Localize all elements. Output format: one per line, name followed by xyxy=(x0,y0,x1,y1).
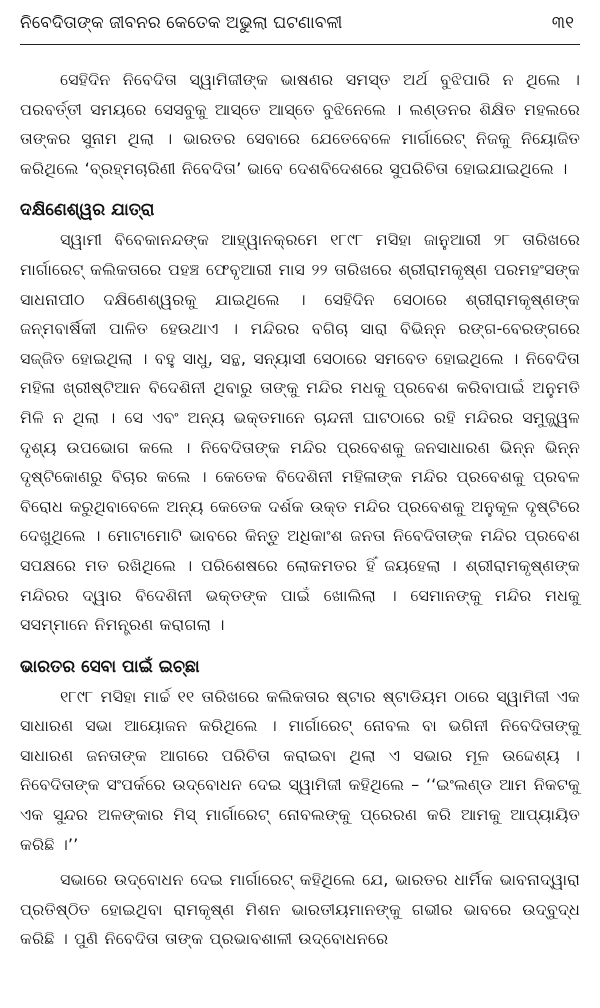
page-number: ୩୧ xyxy=(551,13,574,33)
paragraph-1: ସେହିଦିନ ନିବେଦିତା ସ୍ୱାମିଜୀଙ୍କ ଭାଷଣର ସମସ୍ତ ଅର୍ଥ ବୁଝିପାରି ନ ଥିଲେ । ପରବର୍ତ୍ତୀ ସମୟରେ ସେସବୁକୁ ଆସ୍ତେ ଆସ୍ତେ ବୁଝିନେଲେ । ଲଣ୍ଡନର ଶିକ୍ଷିତ ମହଲରେ ତାଙ୍କର ସୁନାମ ଥିଲା । ଭାରତର ସେବାରେ ଯେତେବେଳେ ମାର୍ଗାରେଟ୍ ନିଜକୁ ନିୟୋଜିତ କରିଥିଲେ ‘ବ୍ରହ୍ମଚାରିଣୀ ନିବେଦିତା’ ଭାବେ ଦେଶବିଦେଶରେ ସୁପରିଚିତା ହୋଇଯାଇଥିଲେ । xyxy=(20,70,580,178)
section-heading-service-to-india: ଭାରତର ସେବା ପାଇଁ ଇଚ୍ଛା xyxy=(20,656,200,677)
paragraph-4: ସଭାରେ ଉଦ୍‌ବୋଧନ ଦେଇ ମାର୍ଗାରେଟ୍ କହିଥିଲେ ଯେ, ଭାରତର ଧାର୍ମିକ ଭାବନାଦ୍ୱାରା ପ୍ରତିଷ୍ଠିତ ହୋଇଥିବା ରାମକୃଷ୍ଣ ମିଶନ ଭାରତୀୟମାନଙ୍କୁ ଗଭୀର ଭାବରେ ଉଦ୍‌ବୁଦ୍ଧ କରିଛି । ପୁଣି ନିବେଦିତା ତାଙ୍କ ପ୍ରଭାବଶାଳୀ ଉଦ୍‌ବୋଧନରେ xyxy=(20,870,580,949)
section-heading-dakshineswar: ଦକ୍ଷିଣେଶ୍ୱର ଯାତ୍ରା xyxy=(20,200,155,221)
running-header xyxy=(20,10,580,45)
paragraph-3: ୧୮୯୮ ମସିହା ମାର୍ଚ୍ଚ ୧୧ ତାରିଖରେ କଲିକତାର ଷ୍ଟାର ଷ୍ଟାଡିୟମ ଠାରେ ସ୍ୱାମିଜୀ ଏକ ସାଧାରଣ ସଭା ଆୟୋଜନ କରିଥିଲେ । ମାର୍ଗାରେଟ୍ ନୋବଲ ବା ଭଗିନୀ ନିବେଦିତାଙ୍କୁ ସାଧାରଣ ଜନତାଙ୍କ ଆଗରେ ପରିଚିତା କରାଇବା ଥିଲା ଏ ସଭାର ମୂଳ ଉଦ୍ଦେଶ୍ୟ । ନିବେଦିତାଙ୍କ ସଂପର୍କରେ ଉଦ୍‌ବୋଧନ ଦେଇ ସ୍ୱାମିଜୀ କହିଥିଲେ – ‘‘ଇଂଲଣ୍ଡ ଆମ ନିକଟକୁ ଏକ ସୁନ୍ଦର ଅଳଙ୍କାର ମିସ୍ ମାର୍ଗାରେଟ୍ ନୋବଲଙ୍କୁ ପ୍ରେରଣ କରି ଆମକୁ ଆପ୍ୟାୟିତ କରିଛି ।’’ xyxy=(20,686,580,854)
paragraph-2: ସ୍ୱାମୀ ବିବେକାନନ୍ଦଙ୍କ ଆହ୍ୱାନକ୍ରମେ ୧୮୯୮ ମସିହା ଜାନୁଆରୀ ୨୮ ତାରିଖରେ ମାର୍ଗାରେଟ୍ କଲିକତାରେ ପହଞ୍ଚ ଫେବୃଆରୀ ମାସ ୨୨ ତାରିଖରେ ଶ୍ରୀରାମକୃଷ୍ଣ ପରମହଂସଙ୍କ ସାଧନାପୀଠ ଦକ୍ଷିଣେଶ୍ୱରକୁ ଯାଇଥିଲେ । ସେହିଦିନ ସେଠାରେ ଶ୍ରୀରାମକୃଷ୍ଣଙ୍କ ଜନ୍ମବାର୍ଷିକୀ ପାଳିତ ହେଉଥାଏ । ମନ୍ଦିରର ବଗିଚା ସାରା ବିଭିନ୍ନ ରଙ୍ଗ-ବେରଙ୍ଗରେ ସଜ୍ଜିତ ହୋଇଥିଲା । ବହୁ ସାଧୁ, ସନ୍ଥ, ସନ୍ୟାସୀ ସେଠାରେ ସମବେତ ହୋଇଥିଲେ । ନିବେଦିତା ମହିଳା ଖ୍ରୀଷ୍ଟିଆନ ବିଦେଶିନୀ ଥିବାରୁ ତାଙ୍କୁ ମନ୍ଦିର ମଧକୁ ପ୍ରବେଶ କରିବାପାଇଁ ଅନୁମତି ମିଳି ନ ଥିଲା । ସେ ଏବଂ ଅନ୍ୟ ଭକ୍ତମାନେ ଚାନ୍ଦନୀ ଘାଟଠାରେ ରହି ମନ୍ଦିରର ସମୁଜ୍ଜ୍ୱଳ ଦୃଶ୍ୟ ଉପଭୋଗ କଲେ । ନିବେଦିତାଙ୍କ ମନ୍ଦିର ପ୍ରବେଶକୁ ଜନସାଧାରଣ ଭିନ୍ନ ଭିନ୍ନ ଦୃଷ୍ଟିକୋଣରୁ ବିଚାର କଲେ । କେତେକ ବିଦେଶିନୀ ମହିଳାଙ୍କ ମନ୍ଦିର ପ୍ରବେଶକୁ ପ୍ରବଳ ବିରୋଧ କରୁଥିବାବେଳେ ଅନ୍ୟ କେତେକ ଦର୍ଶକ ଉକ୍ତ ମନ୍ଦିର ପ୍ରବେଶକୁ ଅନୁକୂଳ ଦୃଷ୍ଟିରେ ଦେଖୁଥିଲେ । ମୋଟାମୋଟି ଭାବରେ କିନ୍ତୁ ଅଧିକାଂଶ ଜନତା ନିବେଦିତାଙ୍କ ମନ୍ଦିର ପ୍ରବେଶ ସପକ୍ଷରେ ମତ ରଖିଥିଲେ । ପରିଶେଷରେ ଲୋକମତର ହିଁ ଜୟହେଲା । ଶ୍ରୀରାମକୃଷ୍ଣଙ୍କ ମନ୍ଦିରର ଦ୍ୱାର ବିଦେଶିନୀ ଭକ୍ତଙ୍କ ପାଇଁ ଖୋଲିଲା । ସେମାନଙ୍କୁ ମନ୍ଦିର ମଧକୁ ସସମ୍ମାନେ ନିମନ୍ତ୍ରଣ କରାଗଲା । xyxy=(20,230,580,635)
running-title: ନିବେଦିତାଙ୍କ ଜୀବନର କେତେକ ଅଭୁଲା ଘଟଣାବଳୀ xyxy=(20,13,343,33)
